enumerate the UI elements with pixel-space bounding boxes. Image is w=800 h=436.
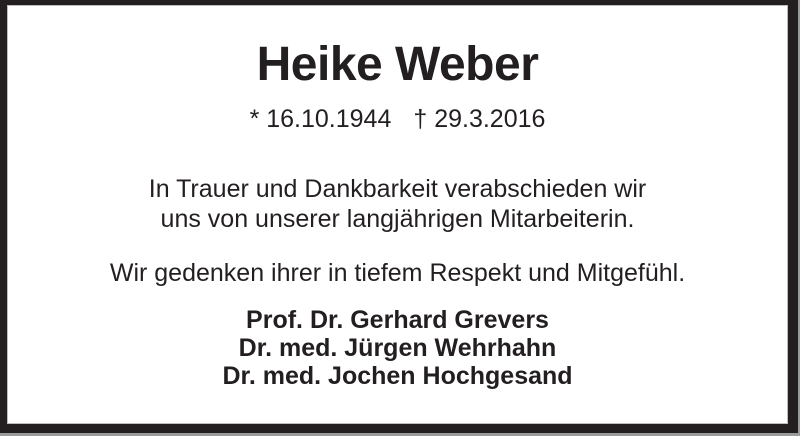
life-dates [8,106,787,132]
obituary-notice [7,5,788,424]
signatory: Prof. Dr. Gerhard Grevers [246,306,549,334]
farewell-message-line: uns von unserer langjährigen Mitarbeiterin. [160,205,635,233]
signatory: Dr. med. Jochen Hochgesand [222,362,573,390]
death-date: † 29.3.2016 [413,105,546,133]
signatory: Dr. med. Jürgen Wehrhahn [238,334,557,362]
deceased-name: Heike Weber [256,38,539,91]
farewell-message-line: In Trauer und Dankbarkeit verabschieden wir [148,175,647,203]
remembrance-line: Wir gedenken ihrer in tiefem Respekt und Mitgefühl. [109,259,686,287]
birth-date: * 16.10.1944 [249,105,392,133]
signatories [8,306,787,390]
farewell-message [8,174,787,234]
